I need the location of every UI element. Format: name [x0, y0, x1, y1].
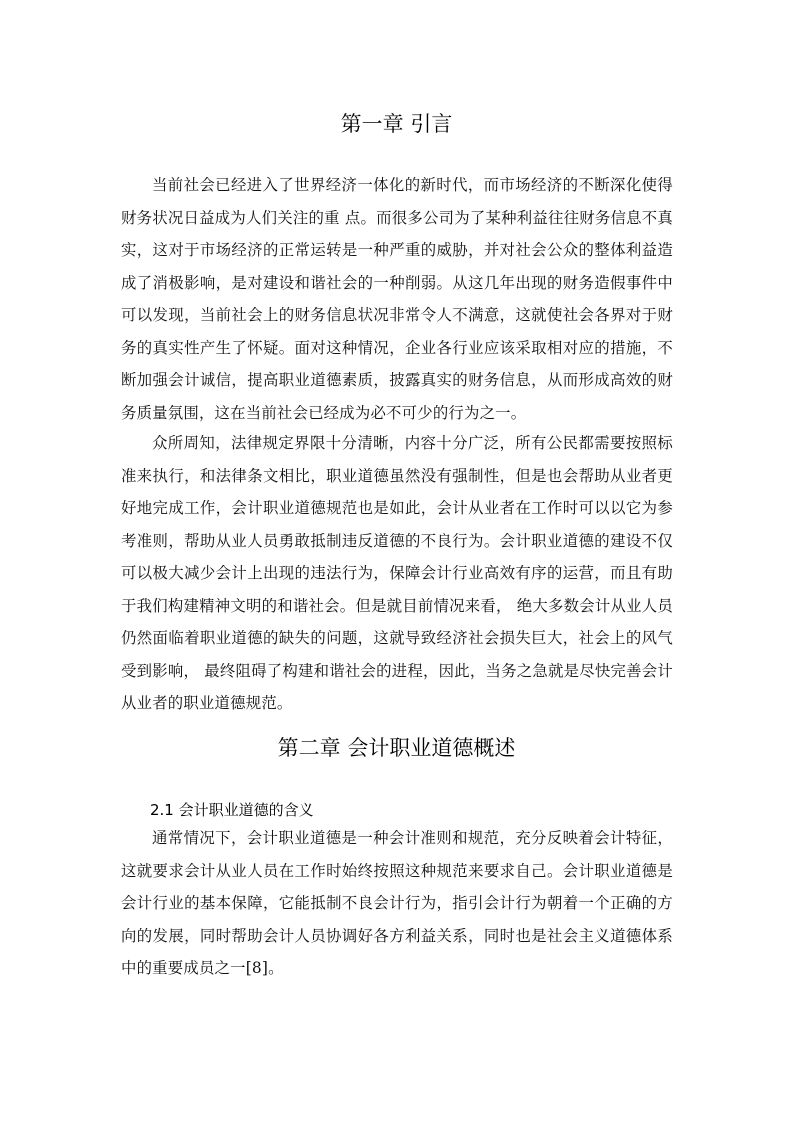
chapter-2-title: 第二章 会计职业道德概述 — [277, 736, 516, 760]
section-2-1-heading: 2.1 会计职业道德的含义 — [150, 801, 314, 819]
chapter-1-title: 第一章 引言 — [340, 112, 453, 136]
section-2-1-paragraph-1: 通常情况下，会计职业道德是一种会计准则和规范，充分反映着会计特征，这就要求会计从业人员在工作时始终按照这种规范来要求自己。会计职业道德是会计行业的基本保障，它能抵制不良会计行为，指引会计行为朝着一个正确的方向的发展，同时帮助会计人员协调好各方利益关系，同时也是社会主义道德体系中的重要成员之一[8]。 — [121, 829, 673, 977]
chapter-1-paragraph-2: 众所周知，法律规定界限十分清晰，内容十分广泛，所有公民都需要按照标准来执行，和法律条文相比，职业道德虽然没有强制性，但是也会帮助从业者更好地完成工作，会计职业道德规范也是如此，会计从业者在工作时可以以它为参考准则，帮助从业人员勇敢抵制违反道德的不良行为。会计职业道德的建设不仅可以极大减少会计上出现的违法行为，保障会计行业高效有序的运营，而且有助于我们构建精神文明的和谐社会。但是就目前情况来看， 绝大多数会计从业人员仍然面临着职业道德的缺失的问题，这就导致经济社会损失巨大，社会上的风气受到影响， 最终阻碍了构建和谐社会的进程，因此，当务之急就是尽快完善会计从业者的职业道德规范。 — [121, 434, 673, 712]
chapter-1-paragraph-1: 当前社会已经进入了世界经济一体化的新时代，而市场经济的不断深化使得财务状况日益成为人们关注的重 点。而很多公司为了某种利益往往财务信息不真实，这对于市场经济的正常运转是一种严重的威胁，并对社会公众的整体利益造成了消极影响，是对建设和谐社会的一种削弱。从这几年出现的财务造假事件中可以发现，当前社会上的财务信息状况非常令人不满意，这就使社会各界对于财务的真实性产生了怀疑。面对这种情况，企业各行业应该采取相对应的措施，不断加强会计诚信，提高职业道德素质，披露真实的财务信息，从而形成高效的财务质量氛围，这在当前社会已经成为必不可少的行为之一。 — [121, 176, 673, 422]
